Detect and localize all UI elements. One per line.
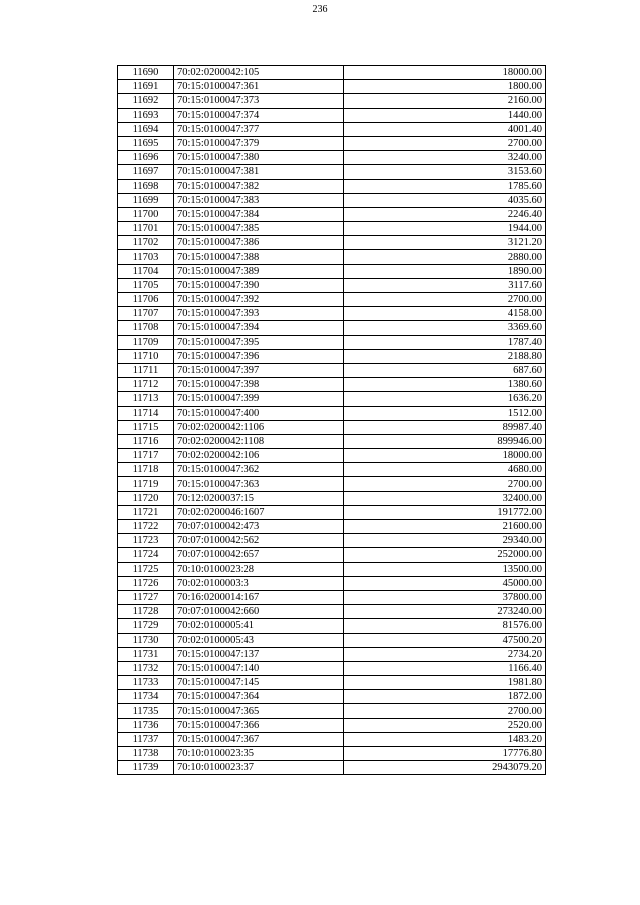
value-cell: 1380.60 <box>344 378 546 392</box>
value-cell: 4035.60 <box>344 193 546 207</box>
row-number-cell: 11720 <box>118 491 174 505</box>
row-number-cell: 11712 <box>118 378 174 392</box>
cadastral-number-cell: 70:02:0200042:1106 <box>174 420 344 434</box>
value-cell: 687.60 <box>344 363 546 377</box>
row-number-cell: 11717 <box>118 449 174 463</box>
row-number-cell: 11719 <box>118 477 174 491</box>
row-number-cell: 11735 <box>118 704 174 718</box>
row-number-cell: 11710 <box>118 349 174 363</box>
cadastral-number-cell: 70:02:0200042:1108 <box>174 434 344 448</box>
row-number-cell: 11724 <box>118 548 174 562</box>
cadastral-number-cell: 70:15:0100047:366 <box>174 718 344 732</box>
row-number-cell: 11721 <box>118 505 174 519</box>
table-row <box>118 349 546 363</box>
row-number-cell: 11695 <box>118 136 174 150</box>
value-cell: 3117.60 <box>344 278 546 292</box>
row-number-cell: 11725 <box>118 562 174 576</box>
value-cell: 2700.00 <box>344 293 546 307</box>
value-cell: 3121.20 <box>344 236 546 250</box>
row-number-cell: 11705 <box>118 278 174 292</box>
row-number-cell: 11739 <box>118 761 174 775</box>
cadastral-number-cell: 70:15:0100047:396 <box>174 349 344 363</box>
value-cell: 4158.00 <box>344 307 546 321</box>
cadastral-number-cell: 70:15:0100047:399 <box>174 392 344 406</box>
cadastral-number-cell: 70:07:0100042:660 <box>174 605 344 619</box>
cadastral-number-cell: 70:02:0100005:43 <box>174 633 344 647</box>
row-number-cell: 11713 <box>118 392 174 406</box>
value-cell: 1944.00 <box>344 222 546 236</box>
value-cell: 2700.00 <box>344 704 546 718</box>
cadastral-number-cell: 70:02:0100005:41 <box>174 619 344 633</box>
cadastral-number-cell: 70:15:0100047:374 <box>174 108 344 122</box>
table-row <box>118 250 546 264</box>
row-number-cell: 11722 <box>118 520 174 534</box>
value-cell: 2880.00 <box>344 250 546 264</box>
table-row <box>118 747 546 761</box>
table-row <box>118 477 546 491</box>
table-row <box>118 690 546 704</box>
table-row <box>118 278 546 292</box>
cadastral-number-cell: 70:10:0100023:37 <box>174 761 344 775</box>
row-number-cell: 11738 <box>118 747 174 761</box>
value-cell: 252000.00 <box>344 548 546 562</box>
cadastral-number-cell: 70:15:0100047:367 <box>174 732 344 746</box>
cadastral-number-cell: 70:15:0100047:362 <box>174 463 344 477</box>
row-number-cell: 11726 <box>118 576 174 590</box>
value-cell: 32400.00 <box>344 491 546 505</box>
row-number-cell: 11715 <box>118 420 174 434</box>
cadastral-number-cell: 70:15:0100047:383 <box>174 193 344 207</box>
value-cell: 3369.60 <box>344 321 546 335</box>
cadastral-number-cell: 70:15:0100047:382 <box>174 179 344 193</box>
value-cell: 1890.00 <box>344 264 546 278</box>
row-number-cell: 11727 <box>118 590 174 604</box>
row-number-cell: 11706 <box>118 293 174 307</box>
cadastral-number-cell: 70:12:0200037:15 <box>174 491 344 505</box>
cadastral-number-cell: 70:15:0100047:365 <box>174 704 344 718</box>
table-row <box>118 661 546 675</box>
value-cell: 1483.20 <box>344 732 546 746</box>
table-row <box>118 207 546 221</box>
cadastral-number-cell: 70:15:0100047:393 <box>174 307 344 321</box>
cadastral-number-cell: 70:07:0100042:657 <box>174 548 344 562</box>
table-row <box>118 590 546 604</box>
value-cell: 3153.60 <box>344 165 546 179</box>
row-number-cell: 11723 <box>118 534 174 548</box>
row-number-cell: 11698 <box>118 179 174 193</box>
cadastral-number-cell: 70:16:0200014:167 <box>174 590 344 604</box>
table-row <box>118 363 546 377</box>
row-number-cell: 11728 <box>118 605 174 619</box>
row-number-cell: 11692 <box>118 94 174 108</box>
cadastral-number-cell: 70:15:0100047:384 <box>174 207 344 221</box>
table-row <box>118 66 546 80</box>
row-number-cell: 11718 <box>118 463 174 477</box>
table-row <box>118 307 546 321</box>
table-row <box>118 633 546 647</box>
cadastral-number-cell: 70:15:0100047:395 <box>174 335 344 349</box>
cadastral-number-cell: 70:02:0200046:1607 <box>174 505 344 519</box>
cadastral-number-cell: 70:15:0100047:392 <box>174 293 344 307</box>
value-cell: 2160.00 <box>344 94 546 108</box>
table-row <box>118 236 546 250</box>
value-cell: 29340.00 <box>344 534 546 548</box>
table-row <box>118 718 546 732</box>
row-number-cell: 11707 <box>118 307 174 321</box>
table-row <box>118 335 546 349</box>
row-number-cell: 11737 <box>118 732 174 746</box>
value-cell: 2246.40 <box>344 207 546 221</box>
cadastral-number-cell: 70:15:0100047:386 <box>174 236 344 250</box>
row-number-cell: 11697 <box>118 165 174 179</box>
value-cell: 4680.00 <box>344 463 546 477</box>
value-cell: 273240.00 <box>344 605 546 619</box>
table-row <box>118 179 546 193</box>
value-cell: 4001.40 <box>344 122 546 136</box>
row-number-cell: 11703 <box>118 250 174 264</box>
table-row <box>118 704 546 718</box>
row-number-cell: 11729 <box>118 619 174 633</box>
cadastral-number-cell: 70:15:0100047:145 <box>174 676 344 690</box>
table-row <box>118 534 546 548</box>
value-cell: 81576.00 <box>344 619 546 633</box>
value-cell: 191772.00 <box>344 505 546 519</box>
value-cell: 3240.00 <box>344 151 546 165</box>
table-row <box>118 293 546 307</box>
page-number: 236 <box>312 4 328 15</box>
table-row <box>118 321 546 335</box>
cadastral-number-cell: 70:15:0100047:140 <box>174 661 344 675</box>
table-row <box>118 576 546 590</box>
table-row <box>118 80 546 94</box>
cadastral-number-cell: 70:15:0100047:390 <box>174 278 344 292</box>
value-cell: 1981.80 <box>344 676 546 690</box>
table-row <box>118 222 546 236</box>
cadastral-number-cell: 70:02:0200042:106 <box>174 449 344 463</box>
value-cell: 2188.80 <box>344 349 546 363</box>
table-row <box>118 406 546 420</box>
row-number-cell: 11696 <box>118 151 174 165</box>
row-number-cell: 11699 <box>118 193 174 207</box>
value-cell: 2700.00 <box>344 136 546 150</box>
data-table <box>117 65 546 775</box>
value-cell: 89987.40 <box>344 420 546 434</box>
value-cell: 37800.00 <box>344 590 546 604</box>
table-row <box>118 761 546 775</box>
table-row <box>118 264 546 278</box>
table-row <box>118 732 546 746</box>
table-row <box>118 94 546 108</box>
cadastral-number-cell: 70:15:0100047:381 <box>174 165 344 179</box>
table-row <box>118 491 546 505</box>
value-cell: 1166.40 <box>344 661 546 675</box>
table-row <box>118 420 546 434</box>
value-cell: 2734.20 <box>344 647 546 661</box>
table-row <box>118 449 546 463</box>
row-number-cell: 11716 <box>118 434 174 448</box>
cadastral-number-cell: 70:10:0100023:28 <box>174 562 344 576</box>
value-cell: 18000.00 <box>344 449 546 463</box>
table-row <box>118 463 546 477</box>
cadastral-number-cell: 70:15:0100047:363 <box>174 477 344 491</box>
table-body <box>118 66 546 775</box>
table-row <box>118 108 546 122</box>
cadastral-number-cell: 70:15:0100047:394 <box>174 321 344 335</box>
value-cell: 1440.00 <box>344 108 546 122</box>
value-cell: 1512.00 <box>344 406 546 420</box>
cadastral-number-cell: 70:15:0100047:400 <box>174 406 344 420</box>
value-cell: 17776.80 <box>344 747 546 761</box>
row-number-cell: 11714 <box>118 406 174 420</box>
table-row <box>118 505 546 519</box>
row-number-cell: 11704 <box>118 264 174 278</box>
value-cell: 2943079.20 <box>344 761 546 775</box>
table-row <box>118 520 546 534</box>
cadastral-number-cell: 70:15:0100047:377 <box>174 122 344 136</box>
cadastral-number-cell: 70:02:0200042:105 <box>174 66 344 80</box>
value-cell: 18000.00 <box>344 66 546 80</box>
cadastral-number-cell: 70:07:0100042:473 <box>174 520 344 534</box>
value-cell: 2700.00 <box>344 477 546 491</box>
cadastral-number-cell: 70:15:0100047:373 <box>174 94 344 108</box>
row-number-cell: 11694 <box>118 122 174 136</box>
table-row <box>118 392 546 406</box>
table-row <box>118 434 546 448</box>
value-cell: 1636.20 <box>344 392 546 406</box>
table-row <box>118 562 546 576</box>
row-number-cell: 11732 <box>118 661 174 675</box>
value-cell: 1787.40 <box>344 335 546 349</box>
value-cell: 47500.20 <box>344 633 546 647</box>
cadastral-number-cell: 70:15:0100047:379 <box>174 136 344 150</box>
table-row <box>118 136 546 150</box>
table-row <box>118 151 546 165</box>
table-row <box>118 647 546 661</box>
cadastral-number-cell: 70:15:0100047:361 <box>174 80 344 94</box>
table-row <box>118 676 546 690</box>
row-number-cell: 11700 <box>118 207 174 221</box>
value-cell: 21600.00 <box>344 520 546 534</box>
value-cell: 45000.00 <box>344 576 546 590</box>
cadastral-number-cell: 70:07:0100042:562 <box>174 534 344 548</box>
value-cell: 1800.00 <box>344 80 546 94</box>
table-row <box>118 619 546 633</box>
table-row <box>118 165 546 179</box>
table-row <box>118 605 546 619</box>
cadastral-number-cell: 70:15:0100047:397 <box>174 363 344 377</box>
value-cell: 1872.00 <box>344 690 546 704</box>
row-number-cell: 11691 <box>118 80 174 94</box>
row-number-cell: 11709 <box>118 335 174 349</box>
row-number-cell: 11690 <box>118 66 174 80</box>
cadastral-number-cell: 70:15:0100047:137 <box>174 647 344 661</box>
row-number-cell: 11731 <box>118 647 174 661</box>
row-number-cell: 11736 <box>118 718 174 732</box>
table-row <box>118 378 546 392</box>
value-cell: 2520.00 <box>344 718 546 732</box>
value-cell: 13500.00 <box>344 562 546 576</box>
table-row <box>118 193 546 207</box>
value-cell: 899946.00 <box>344 434 546 448</box>
cadastral-number-cell: 70:15:0100047:398 <box>174 378 344 392</box>
row-number-cell: 11734 <box>118 690 174 704</box>
cadastral-number-cell: 70:15:0100047:364 <box>174 690 344 704</box>
table-row <box>118 548 546 562</box>
cadastral-number-cell: 70:15:0100047:380 <box>174 151 344 165</box>
row-number-cell: 11733 <box>118 676 174 690</box>
row-number-cell: 11701 <box>118 222 174 236</box>
cadastral-number-cell: 70:02:0100003:3 <box>174 576 344 590</box>
row-number-cell: 11711 <box>118 363 174 377</box>
cadastral-number-cell: 70:15:0100047:389 <box>174 264 344 278</box>
cadastral-number-cell: 70:15:0100047:388 <box>174 250 344 264</box>
row-number-cell: 11730 <box>118 633 174 647</box>
row-number-cell: 11702 <box>118 236 174 250</box>
cadastral-number-cell: 70:15:0100047:385 <box>174 222 344 236</box>
cadastral-number-cell: 70:10:0100023:35 <box>174 747 344 761</box>
table-row <box>118 122 546 136</box>
value-cell: 1785.60 <box>344 179 546 193</box>
row-number-cell: 11693 <box>118 108 174 122</box>
row-number-cell: 11708 <box>118 321 174 335</box>
